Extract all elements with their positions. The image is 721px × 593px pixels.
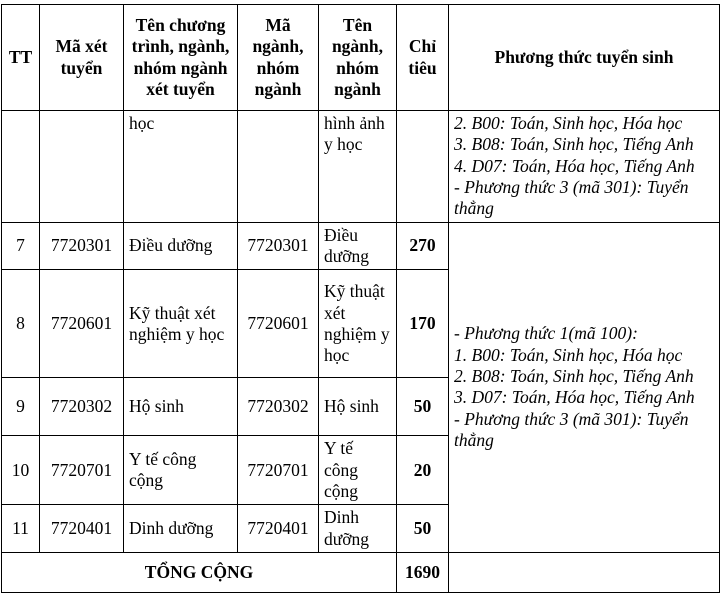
cell-chi-tieu: 270 bbox=[397, 222, 449, 270]
method-line: - Phương thức 3 (mã 301): Tuyển thẳng bbox=[454, 177, 689, 219]
cell-ma-nganh bbox=[238, 111, 319, 223]
total-row bbox=[2, 553, 720, 593]
cell-tt: 8 bbox=[2, 270, 40, 378]
cell-ten-nganh: Dinh dưỡng bbox=[319, 505, 397, 553]
method-line: - Phương thức 1(mã 100): bbox=[454, 323, 638, 344]
cell-ma-xet-tuyen: 7720401 bbox=[40, 505, 124, 553]
cell-ten-chuong-trinh: Hộ sinh bbox=[124, 378, 238, 436]
method-line: 2. B08: Toán, Sinh học, Tiếng Anh bbox=[454, 366, 694, 387]
cell-ten-nganh: Y tế công cộng bbox=[319, 436, 397, 505]
cell-ma-nganh: 7720701 bbox=[238, 436, 319, 505]
cell-ma-nganh: 7720601 bbox=[238, 270, 319, 378]
cell-ten-nganh: Kỹ thuật xét nghiệm y học bbox=[319, 270, 397, 378]
cell-methods-continued bbox=[449, 111, 720, 223]
cell-ten-chuong-trinh: Y tế công cộng bbox=[124, 436, 238, 505]
header-tt: TT bbox=[2, 5, 40, 111]
method-line: 3. D07: Toán, Hóa học, Tiếng Anh bbox=[454, 387, 695, 408]
header-ten-chuong-trinh: Tên chương trình, ngành, nhóm ngành xét tuyển bbox=[124, 5, 238, 111]
method-line: 3. B08: Toán, Sinh học, Tiếng Anh bbox=[454, 134, 694, 155]
cell-ten-nganh: hình ảnh y học bbox=[319, 111, 397, 223]
method-line: 1. B00: Toán, Sinh học, Hóa học bbox=[454, 344, 683, 365]
cell-ma-nganh: 7720302 bbox=[238, 378, 319, 436]
cell-chi-tieu: 20 bbox=[397, 436, 449, 505]
cell-ma-nganh: 7720401 bbox=[238, 505, 319, 553]
admission-table bbox=[1, 4, 720, 593]
header-phuong-thuc: Phương thức tuyển sinh bbox=[449, 5, 720, 111]
cell-ten-nganh: Hộ sinh bbox=[319, 378, 397, 436]
table-row-continued bbox=[2, 111, 720, 223]
total-value: 1690 bbox=[397, 553, 449, 593]
cell-ma-xet-tuyen bbox=[40, 111, 124, 223]
method-line: 2. B00: Toán, Sinh học, Hóa học bbox=[454, 113, 683, 133]
cell-ma-xet-tuyen: 7720301 bbox=[40, 222, 124, 270]
cell-ma-nganh: 7720301 bbox=[238, 222, 319, 270]
cell-ten-nganh: Điều dưỡng bbox=[319, 222, 397, 270]
cell-ten-chuong-trinh: Điều dưỡng bbox=[124, 222, 238, 270]
header-row bbox=[2, 5, 720, 111]
cell-chi-tieu bbox=[397, 111, 449, 223]
cell-tt bbox=[2, 111, 40, 223]
cell-tt: 7 bbox=[2, 222, 40, 270]
header-ma-xet-tuyen: Mã xét tuyển bbox=[40, 5, 124, 111]
method-line: 4. D07: Toán, Hóa học, Tiếng Anh bbox=[454, 155, 695, 176]
total-label: TỔNG CỘNG bbox=[2, 553, 397, 593]
cell-ten-chuong-trinh: Dinh dưỡng bbox=[124, 505, 238, 553]
cell-tt: 11 bbox=[2, 505, 40, 553]
table-row bbox=[2, 222, 720, 270]
cell-ma-xet-tuyen: 7720601 bbox=[40, 270, 124, 378]
total-methods-cell bbox=[449, 553, 720, 593]
cell-ten-chuong-trinh: học bbox=[124, 111, 238, 223]
cell-tt: 10 bbox=[2, 436, 40, 505]
method-line: - Phương thức 3 (mã 301): Tuyển thẳng bbox=[454, 408, 689, 451]
cell-ma-xet-tuyen: 7720302 bbox=[40, 378, 124, 436]
cell-chi-tieu: 50 bbox=[397, 378, 449, 436]
cell-ma-xet-tuyen: 7720701 bbox=[40, 436, 124, 505]
cell-methods-group bbox=[449, 222, 720, 552]
cell-chi-tieu: 50 bbox=[397, 505, 449, 553]
cell-tt: 9 bbox=[2, 378, 40, 436]
header-ten-nganh: Tên ngành, nhóm ngành bbox=[319, 5, 397, 111]
header-ma-nganh: Mã ngành, nhóm ngành bbox=[238, 5, 319, 111]
cell-ten-chuong-trinh: Kỹ thuật xét nghiệm y học bbox=[124, 270, 238, 378]
header-chi-tieu: Chỉ tiêu bbox=[397, 5, 449, 111]
cell-chi-tieu: 170 bbox=[397, 270, 449, 378]
